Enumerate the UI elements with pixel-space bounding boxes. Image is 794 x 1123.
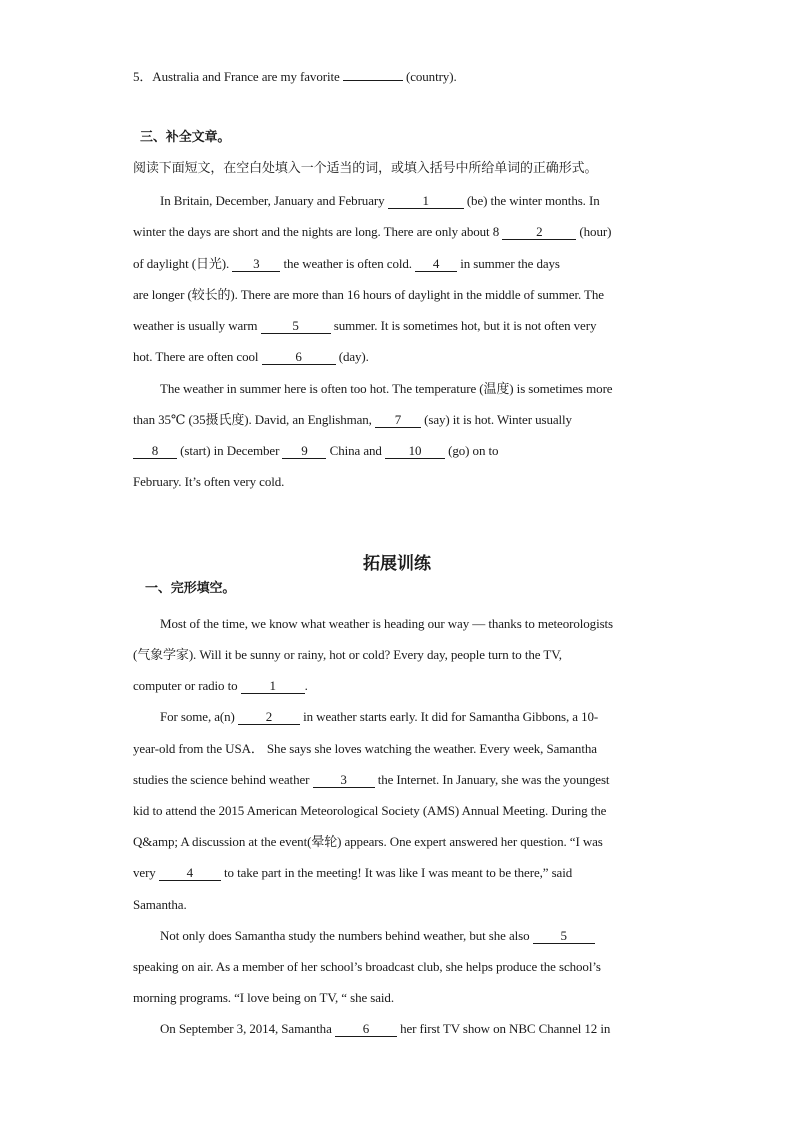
cloze-line12: speaking on air. As a member of her school’s broadcast club, she helps produce the school’s <box>133 959 601 974</box>
text: . <box>304 678 308 693</box>
text: (be) the winter months. In <box>466 193 600 208</box>
passage1-line6 <box>133 348 663 366</box>
text: (start) in December <box>180 443 280 458</box>
text: On September 3, 2014, Samantha <box>160 1021 332 1036</box>
blank-6[interactable]: 6 <box>262 350 336 365</box>
text: (say) it is hot. Winter usually <box>424 412 572 427</box>
text: summer. It is sometimes hot, but it is not often very <box>333 318 597 333</box>
cloze-heading: 一、完形填空。 <box>145 581 236 596</box>
q5-suffix: (country). <box>405 69 457 84</box>
text: very <box>133 865 156 880</box>
blank-3[interactable]: 3 <box>232 257 280 272</box>
text: weather is usually warm <box>133 318 258 333</box>
cloze-line8: Q&amp; A discussion at the event(晕轮) appears. One expert answered her question. “I was <box>133 834 603 849</box>
text: (go) on to <box>448 443 499 458</box>
text: studies the science behind weather <box>133 772 310 787</box>
q5-text: 5．Australia and France are my favorite <box>133 69 340 84</box>
cloze-line3 <box>133 677 663 695</box>
text: China and <box>329 443 382 458</box>
blank-4[interactable]: 4 <box>415 257 457 272</box>
passage1-line10: February. It’s often very cold. <box>133 474 285 489</box>
cloze-blank-4[interactable]: 4 <box>159 866 221 881</box>
text: her first TV show on NBC Channel 12 in <box>400 1021 611 1036</box>
cloze-blank-6[interactable]: 6 <box>335 1022 397 1037</box>
passage1-line4: are longer (较长的). There are more than 16 hours of daylight in the middle of summer. The <box>133 287 604 302</box>
text: in summer the days <box>460 256 560 271</box>
text: Not only does Samantha study the numbers behind weather, but she also <box>160 928 530 943</box>
blank-8[interactable]: 8 <box>133 444 177 459</box>
extension-title: 拓展训练 <box>363 554 431 574</box>
cloze-line5: year-old from the USA． She says she loves watching the weather. Every week, Samantha <box>133 741 597 756</box>
text: in weather starts early. It did for Samantha Gibbons, a 10- <box>303 709 599 724</box>
cloze-blank-5[interactable]: 5 <box>533 929 595 944</box>
blank-5[interactable]: 5 <box>261 319 331 334</box>
text: to take part in the meeting! It was like I was meant to be there,” said <box>224 865 573 880</box>
blank-10[interactable]: 10 <box>385 444 445 459</box>
passage1-line5 <box>133 317 663 335</box>
cloze-line10: Samantha. <box>133 897 187 912</box>
cloze-line11 <box>160 927 690 945</box>
cloze-blank-1[interactable]: 1 <box>241 679 305 694</box>
text: computer or radio to <box>133 678 238 693</box>
text: the Internet. In January, she was the youngest <box>377 772 610 787</box>
blank-9[interactable]: 9 <box>282 444 326 459</box>
cloze-line9 <box>133 864 663 882</box>
text: In Britain, December, January and February <box>160 193 385 208</box>
cloze-line6 <box>133 771 663 789</box>
cloze-line14 <box>160 1020 690 1038</box>
text: winter the days are short and the nights are long. There are only about 8 <box>133 224 500 239</box>
text: of daylight (日光). <box>133 256 230 271</box>
cloze-line4 <box>160 708 690 726</box>
passage1-line9 <box>133 442 663 460</box>
text: than 35℃ (35摄氏度). David, an Englishman, <box>133 412 372 427</box>
text: (day). <box>338 349 369 364</box>
q5-blank[interactable] <box>343 80 403 81</box>
passage1-line2 <box>133 223 663 241</box>
cloze-blank-3[interactable]: 3 <box>313 773 375 788</box>
blank-7[interactable]: 7 <box>375 413 421 428</box>
cloze-line1: Most of the time, we know what weather is heading our way — thanks to meteorologists <box>160 616 614 631</box>
question-5 <box>133 68 663 86</box>
text: the weather is often cold. <box>283 256 412 271</box>
passage1-line7: The weather in summer here is often too hot. The temperature (温度) is sometimes more <box>160 381 613 396</box>
cloze-line7: kid to attend the 2015 American Meteorological Society (AMS) Annual Meeting. During the <box>133 803 607 818</box>
text: hot. There are often cool <box>133 349 259 364</box>
blank-1[interactable]: 1 <box>388 194 464 209</box>
cloze-line2: (气象学家). Will it be sunny or rainy, hot or cold? Every day, people turn to the TV, <box>133 647 562 662</box>
text: (hour) <box>579 224 612 239</box>
text: For some, a(n) <box>160 709 235 724</box>
passage1-line3 <box>133 255 663 273</box>
section-3-instruction: 阅读下面短文，在空白处填入一个适当的词，或填入括号中所给单词的正确形式。 <box>133 161 598 176</box>
passage1-line1 <box>160 192 690 210</box>
cloze-blank-2[interactable]: 2 <box>238 710 300 725</box>
blank-2[interactable]: 2 <box>502 225 576 240</box>
cloze-line13: morning programs. “I love being on TV, “ she said. <box>133 990 394 1005</box>
section-3-heading: 三、补全文章。 <box>140 130 231 145</box>
passage1-line8 <box>133 411 663 429</box>
